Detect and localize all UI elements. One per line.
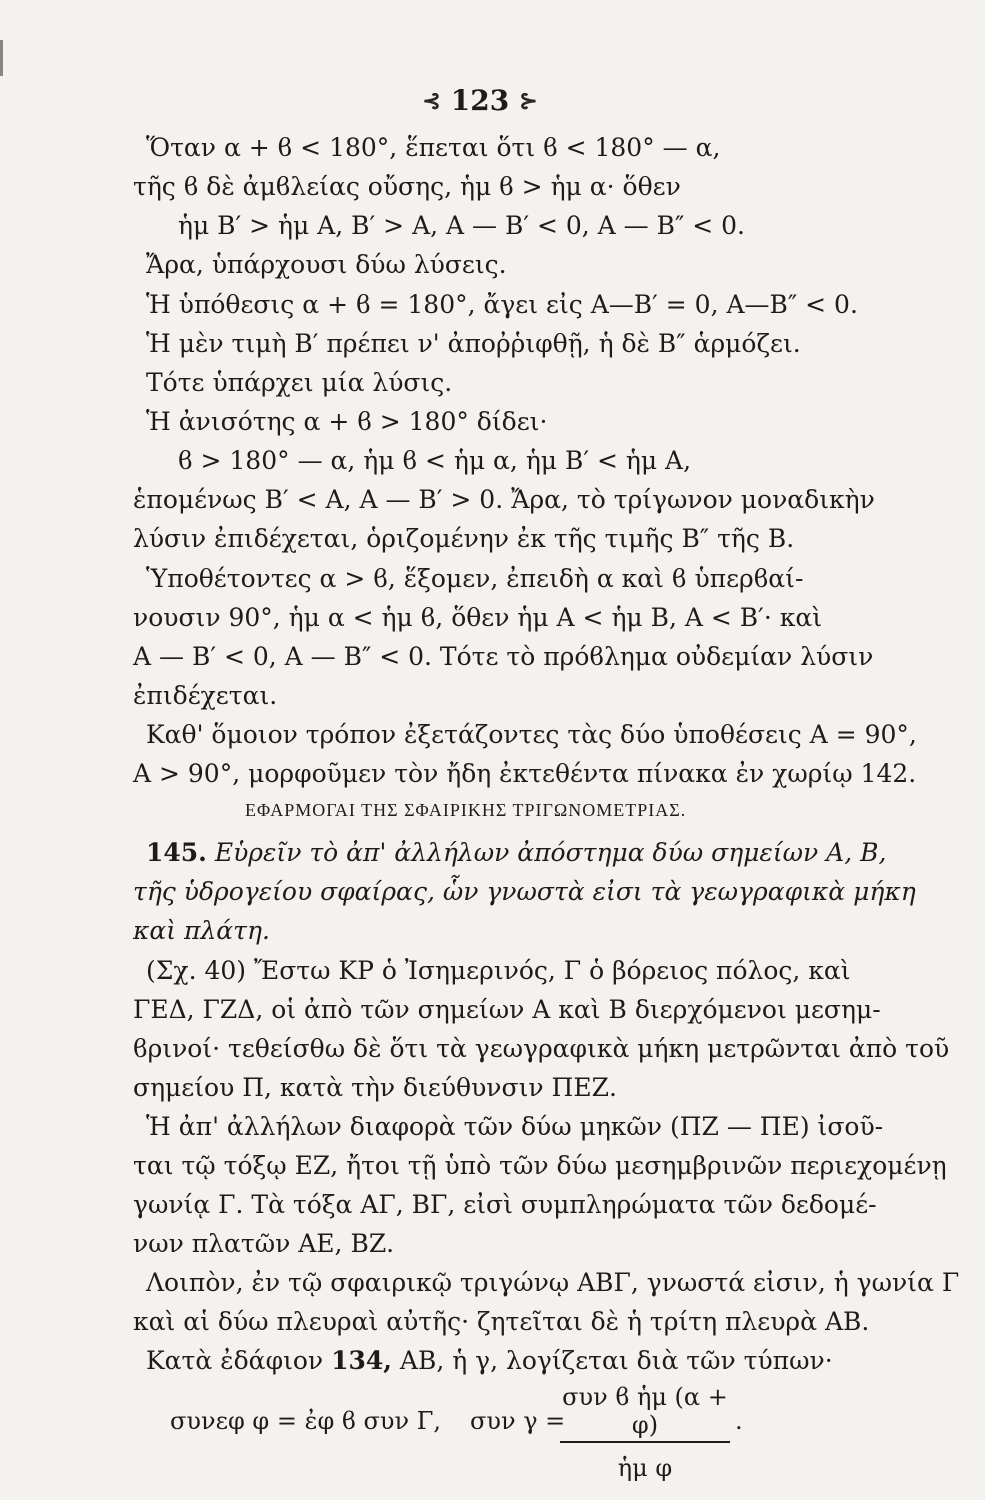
text-line: ϐρινοί· τεθείσθω δὲ ὅτι τὰ γεωγραφικὰ μήκη μετρῶνται ἀπὸ τοῦ xyxy=(133,1034,950,1063)
text-line: τῆς ϐ δὲ ἀμϐλείας οὔσης, ἡμ ϐ > ἡμ α· ὅθεν xyxy=(133,172,681,201)
text-line: Ὑποθέτοντες α > ϐ, ἕξομεν, ἐπειδὴ α καὶ ϐ ὑπερϐαί- xyxy=(146,564,804,593)
text-line: Καθ' ὅμοιον τρόπον ἐξετάζοντες τὰς δύο ὑποθέσεις Α = 90°, xyxy=(146,720,917,749)
text-line: Ἡ ὑπόθεσις α + ϐ = 180°, ἄγει εἰς Α—Β′ = 0, Α—Β″ < 0. xyxy=(146,290,858,319)
text-line: Ἡ μὲν τιμὴ Β′ πρέπει ν' ἀποῤῥιφθῇ, ἡ δὲ Β″ ἁρμόζει. xyxy=(146,329,801,358)
text-line: ἑπομένως Β′ < Α, Α — Β′ > 0. Ἄρα, τὸ τρίγωνον μοναδικὴν xyxy=(133,485,875,514)
formula-end: . xyxy=(735,1407,743,1435)
text-line: ἡμ Β′ > ἡμ Α, Β′ > Α, Α — Β′ < 0, Α — Β″ < 0. xyxy=(178,211,746,240)
text-line: λύσιν ἐπιδέχεται, ὁριζομένην ἐκ τῆς τιμῆς Β″ τῆς Β. xyxy=(133,524,795,553)
problem-number: 145. xyxy=(146,838,207,867)
problem-text-line: τῆς ὑδρογείου σφαίρας, ὧν γνωστὰ εἰσι τὰ γεωγραφικὰ μήκη xyxy=(133,877,916,906)
text-line: Λοιπὸν, ἐν τῷ σφαιρικῷ τριγώνῳ ΑΒΓ, γνωστά εἰσιν, ἡ γωνία Γ xyxy=(146,1268,960,1297)
text-line: καὶ αἱ δύω πλευραὶ αὐτῆς· ζητεῖται δὲ ἡ τρίτη πλευρὰ ΑΒ. xyxy=(133,1307,870,1336)
text-line: (Σχ. 40) Ἔστω ΚΡ ὁ Ἰσημερινός, Γ ὁ βόρειος πόλος, καὶ xyxy=(146,956,851,985)
formula-lhs: συν γ = xyxy=(470,1407,566,1435)
formula-left: συνεφ φ = ἐφ ϐ συν Γ, xyxy=(170,1407,441,1435)
text-line: νουσιν 90°, ἡμ α < ἡμ ϐ, ὅθεν ἡμ Α < ἡμ Β, Α < Β′· καὶ xyxy=(133,603,823,632)
text-line: Ὅταν α + ϐ < 180°, ἕπεται ὅτι ϐ < 180° — α, xyxy=(146,133,721,162)
text-line: Α > 90°, μορφοῦμεν τὸν ἤδη ἐκτεθέντα πίνακα ἐν χωρίῳ 142. xyxy=(133,759,917,788)
problem-statement-line xyxy=(146,838,886,868)
text-line: ϐ > 180° — α, ἡμ ϐ < ἡμ α, ἡμ Β′ < ἡμ Α, xyxy=(178,446,692,475)
reference-suffix: ΑΒ, ἡ γ, λογίζεται διὰ τῶν τύπων· xyxy=(399,1346,833,1375)
page-edge-mark xyxy=(0,40,3,76)
text-line: γωνίᾳ Γ. Τὰ τόξα ΑΓ, ΒΓ, εἰσὶ συμπληρώματα τῶν δεδομέ- xyxy=(133,1190,877,1219)
text-line: ἐπιδέχεται. xyxy=(133,681,278,710)
problem-text: Εὑρεῖν τὸ ἀπ' ἀλλήλων ἀπόστημα δύω σημείων Α, Β, xyxy=(214,838,887,867)
text-line: σημείου Π, κατὰ τὴν διεύθυνσιν ΠΕΖ. xyxy=(133,1073,617,1102)
formula-numerator: συν ϐ ἡμ (α + φ) xyxy=(560,1383,730,1443)
text-line: Τότε ὑπάρχει μία λύσις. xyxy=(146,368,453,397)
formula-denominator: ἡμ φ xyxy=(617,1454,673,1482)
text-line: Ἡ ἀπ' ἀλλήλων διαφορὰ τῶν δύω μηκῶν (ΠΖ — ΠΕ) ἰσοῦ- xyxy=(146,1112,884,1141)
text-line: ΓΕΔ, ΓΖΔ, οἱ ἀπὸ τῶν σημείων Α καὶ Β διερχόμενοι μεσημ- xyxy=(133,995,881,1024)
text-line: νων πλατῶν ΑΕ, ΒΖ. xyxy=(133,1229,395,1258)
text-line xyxy=(146,1346,833,1376)
text-line: Α — Β′ < 0, Α — Β″ < 0. Τότε τὸ πρόϐλημα οὐδεμίαν λύσιν xyxy=(133,642,874,671)
page-header xyxy=(400,84,560,117)
ornament-left-icon: ⊰ xyxy=(422,87,441,114)
page-number: 123 xyxy=(450,84,510,117)
text-line: ται τῷ τόξῳ ΕΖ, ἤτοι τῇ ὑπὸ τῶν δύω μεσημβρινῶν περιεχομένῃ xyxy=(133,1151,947,1180)
section-title: ΕΦΑΡΜΟΓΑΙ ΤΗΣ ΣΦΑΙΡΙΚΗΣ ΤΡΙΓΩΝΟΜΕΤΡΙΑΣ. xyxy=(245,800,687,820)
ornament-right-icon: ⊱ xyxy=(519,87,538,114)
reference-number: 134, xyxy=(331,1346,392,1375)
text-line: Ἄρα, ὑπάρχουσι δύω λύσεις. xyxy=(146,250,507,279)
problem-text-line: καὶ πλάτη. xyxy=(133,916,270,945)
text-line: Ἡ ἀνισότης α + ϐ > 180° δίδει· xyxy=(146,407,548,436)
reference-prefix: Κατὰ ἐδάφιον xyxy=(146,1346,324,1375)
formula-fraction xyxy=(560,1383,730,1483)
